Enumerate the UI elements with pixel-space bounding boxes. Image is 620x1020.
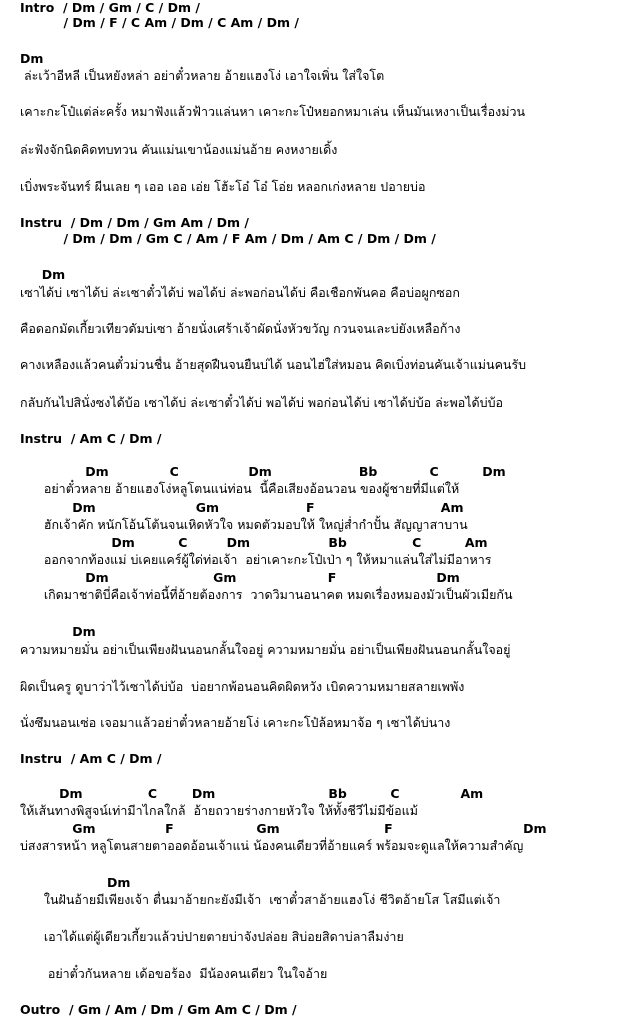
- lyric-line: คือดอกมัดเกี้ยวเทียวดัมบ่เซา อ้ายนั่งเศร้าเจ้าผัดนั่งหัวขวัญ กวนจนเละบ่ยังเหลือก้าง: [20, 321, 461, 336]
- chord-line: Dm Gm F Am: [20, 500, 464, 515]
- instru-line: Instru / Am C / Dm /: [20, 751, 162, 766]
- chord-line: Dm Gm F Dm: [20, 570, 460, 585]
- intro-line-1: Intro / Dm / Gm / C / Dm /: [20, 0, 200, 15]
- chord-line: Gm F Gm F Dm: [20, 821, 547, 836]
- chord-line: Dm: [20, 267, 66, 282]
- lyric-line: ออกจากท้องแม่ บ่เคยแคร์ผู้ใด่ท่อเจ้า อย่าเคาะกะโป๋เป่า ๆ ให้หมาแล่นใส่ไม่มีอาหาร: [20, 552, 492, 567]
- lyric-line: นั่งซึมนอนเซ่อ เจอมาแล้วอย่าตั๋วหลายอ้ายโง่ เคาะกะโป๋ล้อหมาจ้อ ๆ เซาได้บ่นาง: [20, 715, 451, 730]
- chord-line: Dm C Dm Bb C Dm: [20, 464, 506, 479]
- lyric-line: ความหมายมั่น อย่าเป็นเพียงฝันนอนกลั้นใจอยู่ ความหมายมั่น อย่าเป็นเพียงฝันนอนกลั้นใจอยู่: [20, 642, 511, 657]
- chord-line: Dm: [20, 875, 131, 890]
- instru-line: Instru / Am C / Dm /: [20, 431, 162, 446]
- lyric-line: ในฝันอ้ายมีเพียงเจ้า ตื่นมาอ้ายกะยังมีเจ้า เซาตั๋วสาอ้ายแฮงโง่ ชีวิตอ้ายโส โสมีแต่เจ้า: [20, 892, 501, 907]
- lyric-line: เบิ่งพระจันทร์ ผีนเลย ๆ เออ เออ เอ่ย โฮ้ะโอ๋ โอ๋ โอ่ย หลอกเก่งหลาย ปอายบ่อ: [20, 179, 426, 194]
- lyric-line: คางเหลืองแล้วคนตั๋วม่วนชื่น อ้ายสุดฝืนจนยืนบ่ได้ นอนไฮ่ใส่หมอน คิดเบิ่งท่อนคันเจ้าแม่นคนรับ: [20, 357, 527, 372]
- lyric-line: เกิดมาชาติบี่คือเจ้าท่อนี้ที่อ้ายต้องการ วาดวิมานอนาคต หมดเรื่องหมองมัวเป็นผัวเมียกัน: [20, 587, 513, 602]
- lyric-line: ล่ะฟังจักนิดคิดทบทวน คันแม่นเขาน้องแม่นอ้าย คงหงายเดิ้ง: [20, 142, 338, 157]
- instru-line-1: Instru / Dm / Dm / Gm Am / Dm /: [20, 215, 249, 230]
- instru-line-2: / Dm / Dm / Gm C / Am / F Am / Dm / Am C / Dm / Dm /: [20, 231, 436, 246]
- lyric-line: บ่สงสารหน้า หลูโตนสายตาออดอ้อนเจ้าแน่ น้องคนเดียวที่อ้ายแคร์ พร้อมจะดูแลให้ความสำคัญ: [20, 838, 524, 853]
- lyric-line: ฮักเจ้าคัก หนักโอ้นโต้นจนเหิดหัวใจ หมดตัวมอบให้ ใหญ่ส่ำกำปั้น สัญญาสาบาน: [20, 517, 468, 532]
- chord-line: Dm C Dm Bb C Am: [20, 786, 484, 801]
- chord-line: Dm: [20, 624, 96, 639]
- lyric-line: เอาได้แต่ผู้เดียวเกี้ยวแล้วบ่ปายตายบ่าจังปล่อย สิบ่อยสิดาบ่ลาลืมง่าย: [20, 929, 404, 944]
- lyric-line: ให้เส้นทางพิสูจน์เท่ามีาไกลใกล้ อ้ายถวายร่างกายหัวใจ ให้ทั้งชีวีไม่มีข้อแม้: [20, 803, 418, 818]
- lyric-line: เซาได้บ่ เซาได้บ่ ล่ะเซาตั๋วได้บ่ พอได้บ่ ล่ะพอก่อนได้บ่ คือเชือกพันคอ คือบ่อผูกซอก: [20, 285, 460, 300]
- lyric-line: ผิดเป็นครู ดูบาว่าไว้เซาได้บ่บ้อ บ่อยากพ้อนอนคิดผิดหวัง เบิดความหมายสลายเพพัง: [20, 679, 465, 694]
- outro-line: Outro / Gm / Am / Dm / Gm Am C / Dm /: [20, 1002, 297, 1017]
- lyric-line: อย่าตั๋วกันหลาย เด้อขอร้อง มีน้องคนเดียว ในใจอ้าย: [20, 966, 328, 981]
- lyric-line: ล่ะเว้าอีหลี เป็นหยังหล่า อย่าตั๋วหลาย อ้ายแฮงโง่ เอาใจเพิ่น ใส่ใจโต: [20, 68, 385, 83]
- chord-line: Dm: [20, 51, 44, 66]
- intro-line-2: / Dm / F / C Am / Dm / C Am / Dm /: [20, 15, 299, 30]
- lyric-line: เคาะกะโป๋แต่ล่ะครั้ง หมาฟังแล้วฟ้าวแล่นหา เคาะกะโป๋หยอกหมาเล่น เห็นมันเหงาเป็นเรื่องม่วน: [20, 104, 526, 119]
- chord-line: Dm C Dm Bb C Am: [20, 535, 488, 550]
- lyric-line: อย่าตั๋วหลาย อ้ายแฮงโง่หลูโตนแน่ท่อน นี้คือเสียงอ้อนวอน ของผู้ชายที่มีแต่ให้: [20, 481, 460, 496]
- lyric-line: กลับกันไปสินั่งซงได้บ้อ เซาได้บ่ ล่ะเซาตั๋วได้บ่ พอได้บ่ พอก่อนได้บ่ เซาได้บ่บ้อ ล่ะพอได้บ่บ้อ: [20, 395, 504, 410]
